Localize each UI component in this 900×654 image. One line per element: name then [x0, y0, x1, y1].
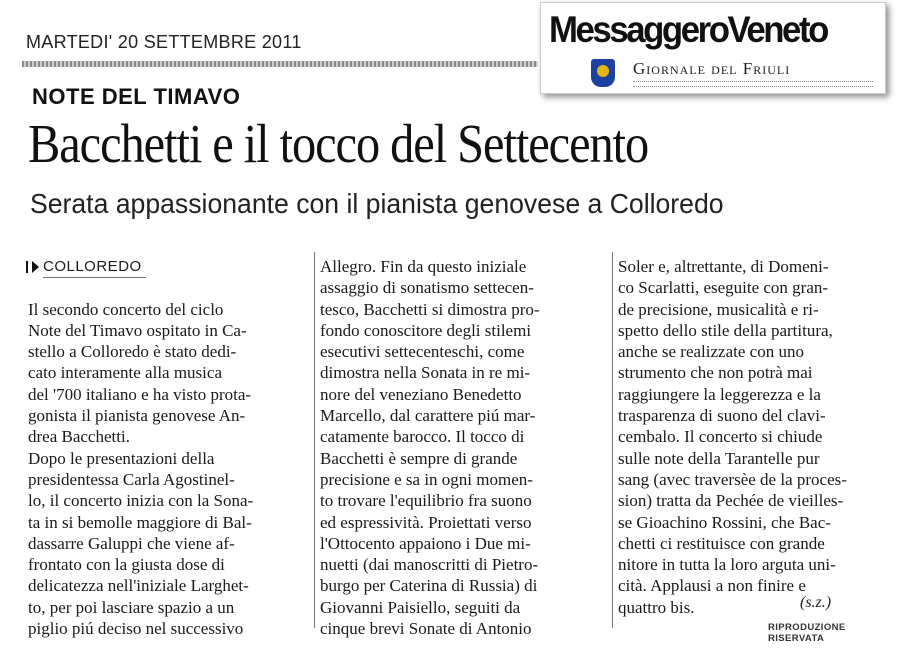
text-line: fondo conoscitore degli stilemi [320, 320, 532, 340]
text-line: sang (avec traversèe de la proces- [618, 469, 847, 489]
text-line: dimostra nella Sonata in re mi- [320, 363, 531, 383]
location-label: COLLOREDO [43, 256, 146, 278]
text-line: sulle note della Tarantelle pur [618, 448, 820, 468]
text-line: strumento che non potrà mai [618, 363, 813, 383]
text-line: Dopo le presentazioni della [28, 448, 215, 468]
text-line: piglio piú deciso nel successivo [28, 619, 244, 639]
publication-date: MARTEDI' 20 SETTEMBRE 2011 [26, 32, 302, 52]
section-kicker: NOTE DEL TIMAVO [32, 84, 241, 109]
text-line: cato interamente alla musica [28, 363, 222, 383]
text-line: cità. Applausi a non finire e [618, 576, 806, 596]
column-2-text [320, 256, 606, 639]
text-line: Bacchetti è sempre di grande [320, 448, 518, 468]
header-divider [22, 61, 538, 67]
text-line: trasparenza di suono del clavi- [618, 406, 826, 426]
copyright-notice: RIPRODUZIONE RISERVATA [768, 622, 846, 644]
text-line: del '700 italiano e ha visto prota- [28, 384, 252, 404]
text-line: dassarre Galuppi che viene af- [28, 533, 235, 553]
text-line: sion) tratta da Pechée de vieilles- [618, 491, 844, 511]
masthead-fine-print [633, 81, 873, 87]
column-separator [612, 252, 613, 628]
column-3-text [618, 256, 888, 618]
text-line: se Gioachino Rossini, che Bac- [618, 512, 831, 532]
text-line: quattro bis. [618, 597, 695, 617]
text-line: to, per poi lasciare spazio a un [28, 597, 235, 617]
article-headline: Bacchetti e il tocco del Settecento [28, 113, 649, 174]
text-line: drea Bacchetti. [28, 427, 130, 447]
text-line: nitore in tutta la loro arguta uni- [618, 555, 836, 575]
text-line: delicatezza nell'iniziale Larghet- [28, 576, 249, 596]
column-1-text [28, 299, 310, 640]
column-separator [314, 252, 315, 628]
author-signature: (s.z.) [800, 594, 832, 611]
text-line: lo, il concerto inizia con la Sona- [28, 491, 254, 511]
article-column-1 [28, 256, 310, 639]
newspaper-masthead [540, 2, 886, 94]
text-line: tesco, Bacchetti si dimostra pro- [320, 299, 540, 319]
article-column-2 [320, 256, 606, 639]
text-line: gonista il pianista genovese An- [28, 406, 246, 426]
friuli-eagle-crest-icon [591, 59, 615, 87]
text-line: Allegro. Fin da questo iniziale [320, 257, 527, 276]
text-line: esecutivi settecenteschi, come [320, 342, 525, 362]
text-line: anche se realizzate con uno [618, 342, 804, 362]
text-line: catamente barocco. Il tocco di [320, 427, 525, 447]
text-line: frontato con la giusta dose di [28, 555, 225, 575]
location-bar-icon [26, 261, 28, 273]
text-line: Il secondo concerto del ciclo [28, 299, 224, 319]
location-arrow-icon [32, 261, 39, 273]
text-line: chetti ci restituisce con grande [618, 533, 825, 553]
location-tag [26, 256, 310, 277]
text-line: co Scarlatti, eseguite con gran- [618, 278, 829, 298]
text-line: presidentessa Carla Agostinel- [28, 469, 235, 489]
text-line: Note del Timavo ospitato in Ca- [28, 320, 247, 340]
text-line: l'Ottocento appaiono i Due mi- [320, 533, 531, 553]
text-line: cembalo. Il concerto si chiude [618, 427, 823, 447]
masthead-title: MessaggeroVeneto [549, 9, 827, 50]
text-line: de precisione, musicalità e ri- [618, 299, 819, 319]
text-line: nuetti (dai manoscritti di Pietro- [320, 555, 539, 575]
text-line: nore del veneziano Benedetto [320, 384, 522, 404]
text-line: spetto dello stile della partitura, [618, 320, 833, 340]
text-line: to trovare l'equilibrio fra suono [320, 491, 532, 511]
text-line: raggiungere la leggerezza e la [618, 384, 821, 404]
text-line: Soler e, altrettante, di Domeni- [618, 257, 829, 276]
text-line: Giovanni Paisiello, seguiti da [320, 597, 521, 617]
text-line: Marcello, dal carattere piú mar- [320, 406, 536, 426]
text-line: precisione e sa in ogni momen- [320, 469, 533, 489]
text-line: burgo per Caterina di Russia) di [320, 576, 538, 596]
text-line: ed espressività. Proiettati verso [320, 512, 532, 532]
article-column-3 [618, 256, 888, 618]
article-subheadline: Serata appassionante con il pianista genovese a Colloredo [30, 188, 724, 219]
masthead-subtitle: Giornale del Friuli [633, 59, 791, 78]
text-line: ta in si bemolle maggiore di Bal- [28, 512, 252, 532]
text-line: cinque brevi Sonate di Antonio [320, 619, 532, 639]
text-line: stello a Colloredo è stato dedi- [28, 342, 237, 362]
text-line: assaggio di sonatismo settecen- [320, 278, 534, 298]
